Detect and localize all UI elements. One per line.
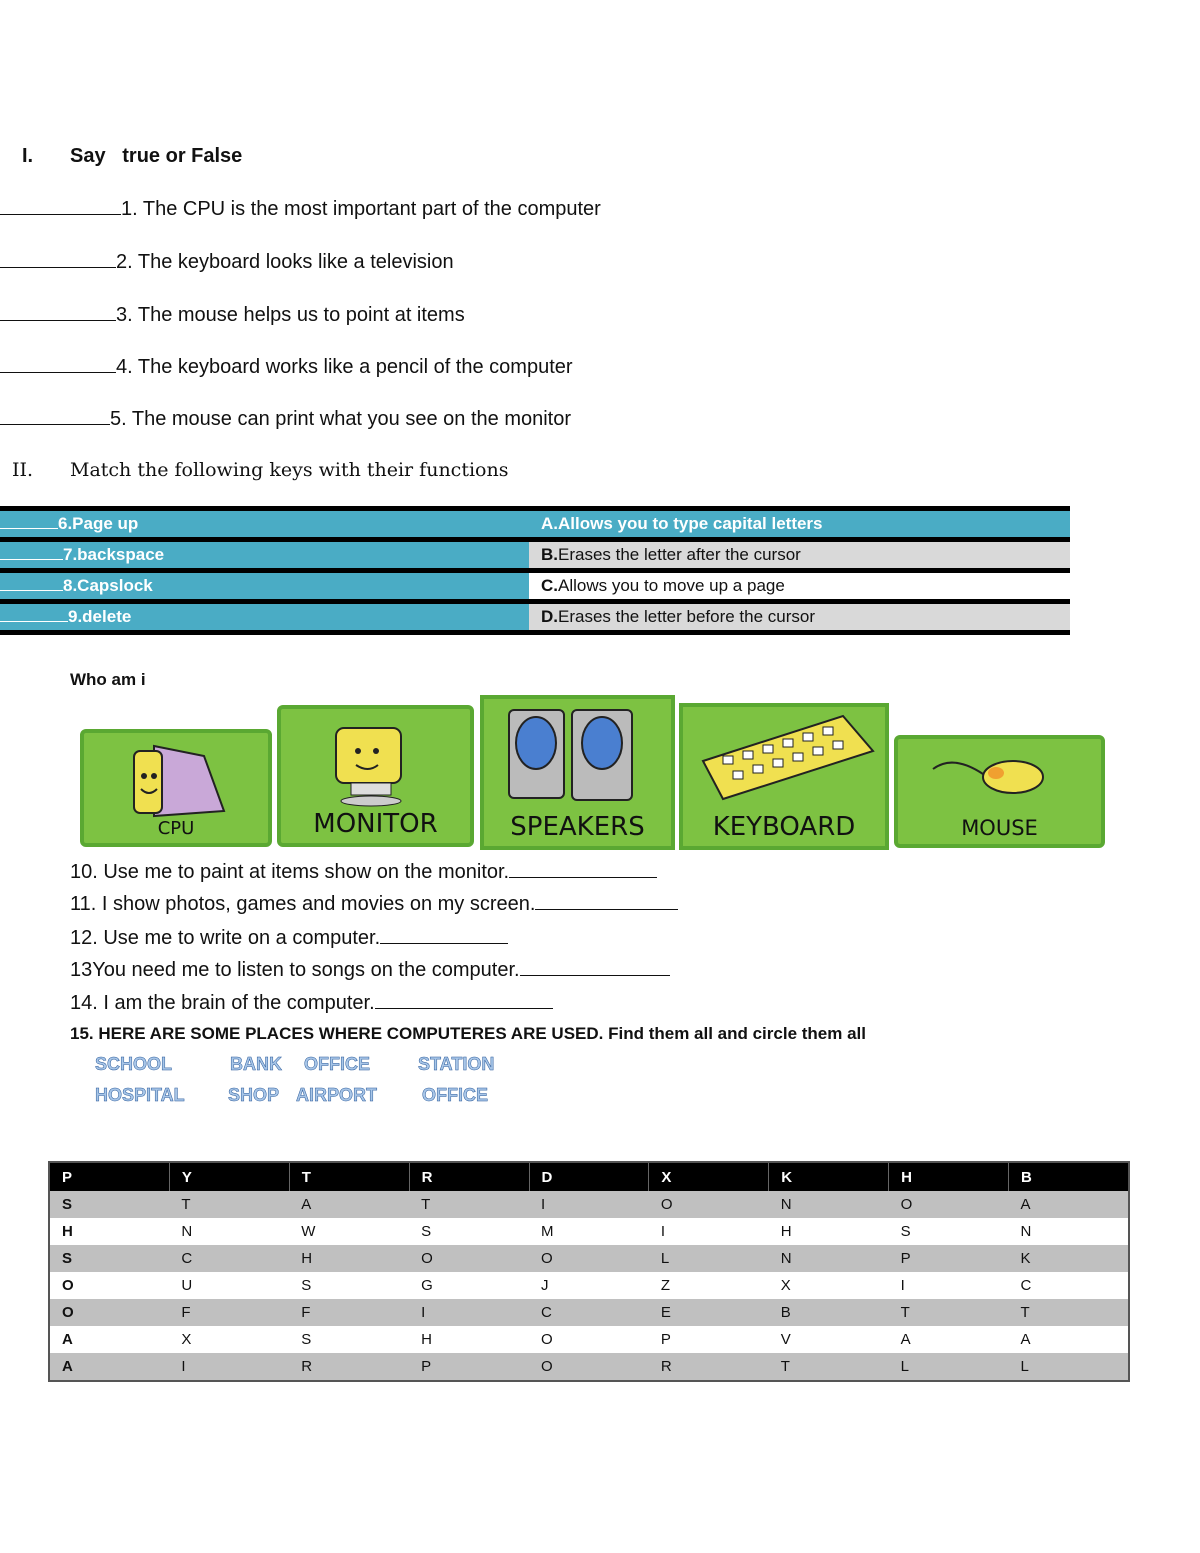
grid-letter[interactable]: X (649, 1162, 769, 1191)
keyboard-icon (693, 711, 878, 801)
question-text: 11. I show photos, games and movies on my screen. (70, 893, 536, 915)
grid-letter[interactable]: S (49, 1191, 169, 1218)
question-12[interactable] (70, 925, 508, 950)
section-2-title: Match the following keys with their functions (70, 459, 509, 481)
grid-letter[interactable]: H (62, 1223, 73, 1240)
grid-letter[interactable]: J (541, 1277, 549, 1294)
grid-letter[interactable]: A (1009, 1191, 1129, 1218)
grid-letter[interactable]: P (49, 1162, 169, 1191)
grid-letter[interactable]: A (289, 1191, 409, 1218)
tf-text: 1. The CPU is the most important part of the computer (121, 198, 601, 220)
match-row (0, 542, 1070, 573)
answer-blank[interactable] (520, 957, 670, 976)
grid-row (49, 1162, 1129, 1191)
grid-letter[interactable]: I (529, 1191, 649, 1218)
question-13[interactable] (70, 957, 670, 982)
match-row (0, 573, 1070, 604)
fn-letter: C. (541, 576, 558, 595)
grid-letter[interactable]: C (1020, 1277, 1032, 1294)
instruction-bold: 15. HERE ARE SOME PLACES WHERE COMPUTERES ARE USED. (70, 1024, 604, 1043)
word-office: OFFICE (304, 1054, 370, 1074)
match-row (0, 604, 1070, 635)
grid-letter[interactable]: I (169, 1353, 289, 1381)
grid-letter[interactable]: Y (169, 1162, 289, 1191)
grid-letter[interactable]: T (289, 1162, 409, 1191)
fn-text: Erases the letter after the cursor (558, 545, 801, 564)
grid-letter[interactable]: T (769, 1353, 889, 1381)
key-cell[interactable] (0, 542, 529, 568)
cpu-icon (124, 741, 234, 821)
picture-label: KEYBOARD (712, 812, 856, 842)
mouse-picture (894, 735, 1105, 848)
word-search-grid (48, 1161, 1130, 1382)
speakers-picture (480, 695, 675, 850)
grid-letter[interactable]: N (181, 1223, 193, 1240)
fn-letter: A. (541, 514, 558, 533)
answer-blank[interactable] (0, 354, 116, 373)
grid-letter[interactable]: C (529, 1299, 649, 1326)
grid-letter[interactable]: C (169, 1245, 289, 1272)
grid-letter[interactable]: W (301, 1223, 316, 1240)
answer-blank[interactable] (0, 196, 121, 215)
grid-letter[interactable]: X (181, 1331, 192, 1348)
match-table (0, 506, 1070, 635)
grid-letter[interactable]: N (1020, 1223, 1032, 1240)
fn-text: Allows you to move up a page (558, 576, 785, 595)
picture-label: CPU (157, 818, 195, 839)
grid-letter[interactable]: R (649, 1353, 769, 1381)
grid-letter[interactable]: I (900, 1277, 905, 1294)
monitor-picture (277, 705, 474, 847)
grid-letter[interactable]: R (409, 1162, 529, 1191)
fn-text: Allows you to type capital letters (558, 514, 823, 533)
grid-row (49, 1218, 1129, 1245)
grid-letter[interactable]: O (541, 1331, 553, 1348)
word-shop: SHOP (228, 1085, 280, 1105)
answer-blank[interactable] (380, 925, 508, 944)
word-bank: BANK (230, 1054, 282, 1074)
question-text: 13You need me to listen to songs on the computer. (70, 959, 520, 981)
speakers-icon (504, 705, 654, 805)
grid-letter[interactable]: G (421, 1277, 433, 1294)
function-cell (529, 573, 1070, 599)
grid-letter[interactable]: T (409, 1191, 529, 1218)
tf-text: 4. The keyboard works like a pencil of the computer (116, 356, 573, 378)
grid-letter[interactable]: O (889, 1191, 1009, 1218)
grid-letter[interactable]: S (900, 1223, 911, 1240)
question-text: 12. Use me to write on a computer. (70, 927, 381, 949)
grid-letter[interactable]: H (289, 1245, 409, 1272)
grid-letter[interactable]: A (49, 1353, 169, 1381)
grid-letter[interactable]: L (649, 1245, 769, 1272)
answer-blank[interactable] (535, 891, 678, 910)
section-1-number: I. (22, 145, 34, 167)
grid-letter[interactable]: S (49, 1245, 169, 1272)
grid-letter[interactable]: T (1009, 1299, 1129, 1326)
word-hospital: HOSPITAL (95, 1085, 185, 1105)
grid-letter[interactable]: S (301, 1331, 312, 1348)
monitor-icon (326, 723, 416, 808)
grid-row (49, 1191, 1129, 1218)
grid-letter[interactable]: P (409, 1353, 529, 1381)
grid-letter[interactable]: I (660, 1223, 666, 1240)
word-station: STATION (418, 1054, 495, 1074)
question-11[interactable] (70, 891, 678, 916)
grid-letter[interactable]: K (769, 1162, 889, 1191)
tf-item-1[interactable] (0, 196, 601, 221)
question-text: 14. I am the brain of the computer. (70, 992, 375, 1014)
mouse-icon (928, 749, 1048, 799)
key-label: 7.backspace (63, 545, 165, 564)
section-3-title: Who am i (70, 670, 146, 689)
match-row (0, 511, 1070, 542)
grid-letter[interactable]: O (49, 1299, 169, 1326)
grid-letter[interactable]: H (780, 1223, 792, 1240)
fn-text: Erases the letter before the cursor (558, 607, 816, 626)
grid-letter[interactable]: S (301, 1277, 312, 1294)
tf-text: 2. The keyboard looks like a television (116, 251, 454, 273)
answer-blank[interactable] (375, 990, 553, 1009)
word-school: SCHOOL (95, 1054, 173, 1074)
section-2-number: II. (12, 459, 34, 481)
grid-letter[interactable]: A (1020, 1331, 1031, 1348)
grid-letter[interactable]: T (169, 1191, 289, 1218)
grid-row (49, 1326, 1129, 1353)
grid-letter[interactable]: F (169, 1299, 289, 1326)
key-cell[interactable] (0, 511, 529, 537)
grid-letter[interactable]: B (1009, 1162, 1129, 1191)
tf-text: 5. The mouse can print what you see on the monitor (110, 408, 572, 430)
grid-letter[interactable]: M (541, 1223, 554, 1240)
grid-letter[interactable]: A (900, 1331, 911, 1348)
tf-item-5[interactable] (0, 406, 571, 431)
grid-letter[interactable]: S (421, 1223, 432, 1240)
grid-letter[interactable]: I (409, 1299, 529, 1326)
grid-letter[interactable]: A (62, 1331, 73, 1348)
question-14[interactable] (70, 990, 553, 1015)
key-cell[interactable] (0, 573, 529, 599)
grid-letter[interactable]: B (769, 1299, 889, 1326)
grid-letter[interactable]: V (780, 1331, 791, 1348)
section-1-title: Say true or False (70, 145, 243, 167)
grid-letter[interactable]: P (660, 1331, 671, 1348)
grid-letter[interactable]: O (409, 1245, 529, 1272)
grid-letter[interactable]: H (421, 1331, 432, 1348)
grid-letter[interactable]: K (1009, 1245, 1129, 1272)
section-4-instruction (70, 1024, 866, 1044)
key-cell[interactable] (0, 604, 529, 630)
grid-row (49, 1353, 1129, 1381)
key-label: 8.Capslock (63, 576, 153, 595)
function-cell (529, 604, 1070, 630)
grid-letter[interactable]: T (889, 1299, 1009, 1326)
grid-letter[interactable]: E (649, 1299, 769, 1326)
grid-row (49, 1272, 1129, 1299)
grid-letter[interactable]: O (649, 1191, 769, 1218)
answer-blank[interactable] (0, 249, 116, 268)
question-10[interactable] (70, 859, 657, 884)
answer-blank[interactable] (0, 406, 110, 425)
grid-letter[interactable]: L (1009, 1353, 1129, 1381)
key-label: 9.delete (68, 607, 132, 626)
grid-letter[interactable]: O (529, 1353, 649, 1381)
grid-letter[interactable]: D (529, 1162, 649, 1191)
answer-blank[interactable] (509, 859, 657, 878)
instruction-text: Find them all and circle them all (603, 1024, 866, 1043)
picture-label: SPEAKERS (510, 812, 645, 842)
grid-letter[interactable]: L (889, 1353, 1009, 1381)
picture-label: MONITOR (313, 809, 438, 839)
word-office-2: OFFICE (422, 1085, 488, 1105)
answer-blank[interactable] (0, 302, 116, 321)
grid-letter[interactable]: H (889, 1162, 1009, 1191)
word-airport: AIRPORT (296, 1085, 377, 1105)
function-cell (529, 542, 1070, 568)
grid-row (49, 1245, 1129, 1272)
grid-letter[interactable]: O (529, 1245, 649, 1272)
grid-letter[interactable]: X (780, 1277, 791, 1294)
keyboard-picture (679, 703, 889, 850)
tf-item-2[interactable] (0, 249, 454, 274)
grid-letter[interactable]: P (889, 1245, 1009, 1272)
tf-item-3[interactable] (0, 302, 465, 327)
grid-letter[interactable]: R (289, 1353, 409, 1381)
grid-letter[interactable]: N (769, 1245, 889, 1272)
grid-letter[interactable]: U (181, 1277, 193, 1294)
key-label: 6.Page up (58, 514, 139, 533)
grid-letter[interactable]: Z (660, 1277, 671, 1294)
function-cell (529, 511, 1070, 537)
grid-row (49, 1299, 1129, 1326)
question-text: 10. Use me to paint at items show on the monitor. (70, 861, 510, 883)
picture-label: MOUSE (961, 816, 1038, 840)
cpu-picture (80, 729, 272, 847)
grid-letter[interactable]: O (62, 1277, 74, 1294)
tf-item-4[interactable] (0, 354, 573, 379)
grid-letter[interactable]: N (769, 1191, 889, 1218)
fn-letter: D. (541, 607, 558, 626)
grid-letter[interactable]: F (289, 1299, 409, 1326)
fn-letter: B. (541, 545, 558, 564)
tf-text: 3. The mouse helps us to point at items (116, 304, 465, 326)
